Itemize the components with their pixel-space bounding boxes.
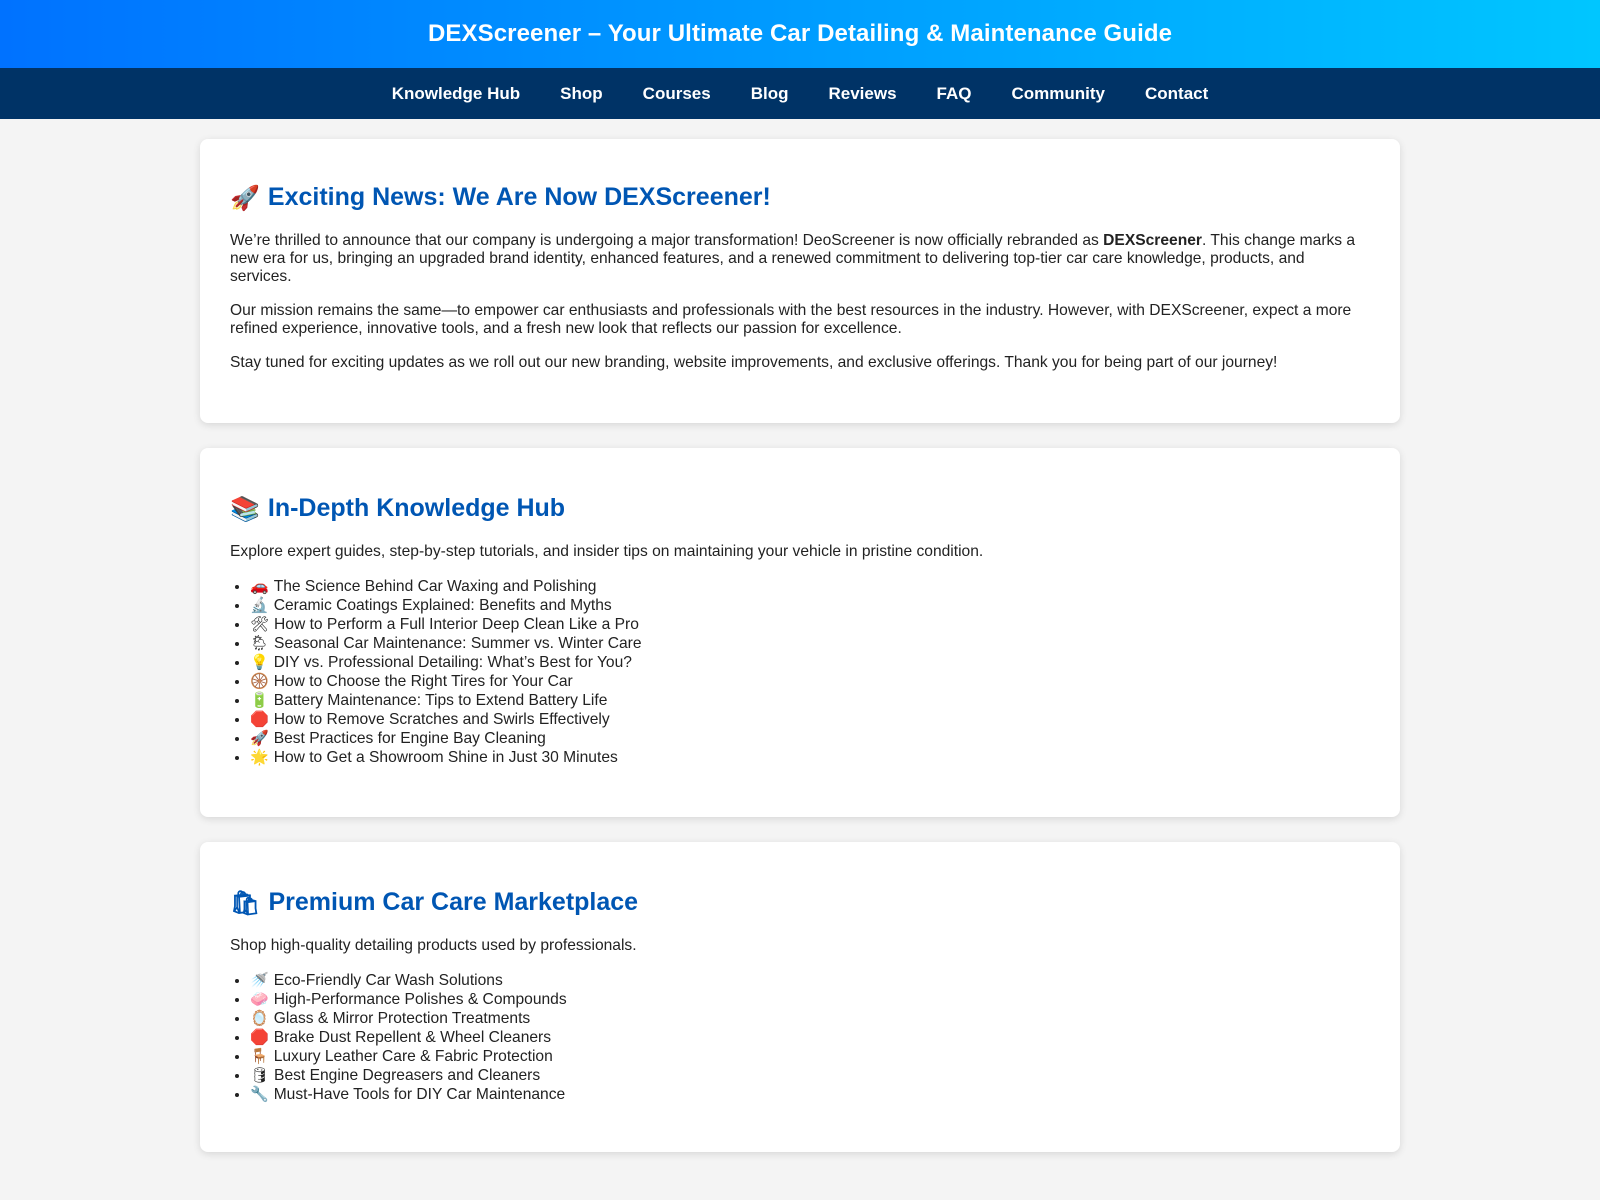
news-paragraph-3: Stay tuned for exciting updates as we roll out our new branding, website improvements, and exclusive offerings. Thank you for being part of our journey!	[230, 354, 1278, 371]
knowledge-hub-heading	[230, 494, 1370, 523]
lightbulb-icon: 💡	[250, 653, 269, 671]
news-paragraph-1	[230, 232, 1370, 286]
list-item-label[interactable]: How to Choose the Right Tires for Your Car	[273, 673, 573, 690]
list-item-label[interactable]: How to Perform a Full Interior Deep Clean Like a Pro	[274, 616, 639, 633]
microscope-icon: 🔬	[250, 596, 269, 614]
list-item-label[interactable]: Must-Have Tools for DIY Car Maintenance	[273, 1086, 566, 1103]
list-item-label[interactable]: How to Remove Scratches and Swirls Effectively	[273, 711, 610, 728]
nav-link-faq[interactable]: FAQ	[936, 83, 972, 103]
list-item-label[interactable]: Eco-Friendly Car Wash Solutions	[273, 972, 503, 989]
nav-link-courses[interactable]: Courses	[642, 83, 711, 103]
list-item[interactable]	[250, 990, 1370, 1009]
list-item-label[interactable]: Ceramic Coatings Explained: Benefits and Myths	[273, 597, 612, 614]
wrench-icon: 🔧	[250, 1085, 269, 1103]
list-item-label[interactable]: Best Engine Degreasers and Cleaners	[274, 1067, 541, 1084]
news-paragraph-1-text-end: . This change marks a new era for us, bringing an upgraded brand identity, enhanced features, and a renewed commitment to delivering top-tier car care knowledge, products, and services.	[230, 232, 1356, 285]
list-item[interactable]	[250, 1047, 1370, 1066]
mirror-icon: 🪞	[250, 1009, 269, 1027]
nav-link-contact[interactable]: Contact	[1144, 83, 1209, 103]
news-heading	[230, 183, 1370, 212]
list-item[interactable]	[250, 653, 1370, 672]
list-item[interactable]	[250, 1085, 1370, 1104]
list-item[interactable]	[250, 615, 1370, 634]
list-item[interactable]	[250, 1009, 1370, 1028]
list-item[interactable]	[250, 1066, 1370, 1085]
news-section	[200, 139, 1400, 423]
nav-link-shop[interactable]: Shop	[560, 83, 603, 103]
brand-name: DEXScreener	[1103, 232, 1202, 249]
stop-sign-icon: 🛑	[250, 710, 269, 728]
list-item-label[interactable]: Seasonal Car Maintenance: Summer vs. Winter Care	[274, 635, 642, 652]
list-item[interactable]	[250, 1028, 1370, 1047]
knowledge-hub-title: In-Depth Knowledge Hub	[267, 494, 566, 522]
news-paragraph-1-text: We’re thrilled to announce that our company is undergoing a major transformation! DeoScreener is now officially rebranded as	[230, 232, 1104, 249]
main-nav	[0, 68, 1600, 119]
site-header	[0, 0, 1600, 68]
rocket-icon: 🚀	[230, 183, 260, 212]
list-item-label[interactable]: Luxury Leather Care & Fabric Protection	[273, 1048, 553, 1065]
knowledge-hub-section	[200, 448, 1400, 817]
list-item[interactable]	[250, 672, 1370, 691]
list-item-label[interactable]: DIY vs. Professional Detailing: What’s Best for You?	[273, 654, 632, 671]
list-item[interactable]	[250, 729, 1370, 748]
list-item-label[interactable]: Glass & Mirror Protection Treatments	[273, 1010, 531, 1027]
list-item[interactable]	[250, 971, 1370, 990]
marketplace-heading	[230, 888, 1370, 917]
list-item-label[interactable]: Brake Dust Repellent & Wheel Cleaners	[273, 1029, 552, 1046]
news-title: Exciting News: We Are Now DEXScreener!	[267, 183, 771, 211]
list-item[interactable]	[250, 634, 1370, 653]
list-item[interactable]	[250, 710, 1370, 729]
car-icon: 🚗	[250, 577, 269, 595]
nav-link-blog[interactable]: Blog	[750, 83, 789, 103]
list-item[interactable]	[250, 596, 1370, 615]
list-item-label[interactable]: High-Performance Polishes & Compounds	[273, 991, 567, 1008]
list-item-label[interactable]: Battery Maintenance: Tips to Extend Battery Life	[273, 692, 608, 709]
marketplace-intro: Shop high-quality detailing products used by professionals.	[230, 937, 637, 954]
chair-icon: 🪑	[250, 1047, 269, 1065]
weather-icon: 🌦	[250, 634, 270, 652]
shower-icon: 🚿	[250, 971, 269, 989]
list-item[interactable]	[250, 748, 1370, 767]
list-item-label[interactable]: Best Practices for Engine Bay Cleaning	[273, 730, 546, 747]
marketplace-title: Premium Car Care Marketplace	[268, 888, 639, 916]
shopping-bags-icon: 🛍	[230, 888, 261, 917]
battery-icon: 🔋	[250, 691, 269, 709]
rocket-icon: 🚀	[250, 729, 269, 747]
books-icon: 📚	[230, 494, 260, 523]
list-item[interactable]	[250, 577, 1370, 596]
list-item[interactable]	[250, 691, 1370, 710]
news-paragraph-2: Our mission remains the same—to empower car enthusiasts and professionals with the best resources in the industry. However, with DEXScreener, expect a more refined experience, innovative tools, and a fresh new look that reflects our passion for excellence.	[230, 302, 1352, 337]
oil-drum-icon: 🛢	[250, 1066, 270, 1084]
site-title: DEXScreener – Your Ultimate Car Detailing & Maintenance Guide	[427, 20, 1173, 47]
soap-icon: 🧼	[250, 990, 269, 1008]
nav-link-community[interactable]: Community	[1011, 83, 1105, 103]
wheel-icon: 🛞	[250, 672, 269, 690]
list-item-label[interactable]: How to Get a Showroom Shine in Just 30 Minutes	[273, 749, 618, 766]
knowledge-hub-list	[230, 577, 1370, 767]
knowledge-hub-intro: Explore expert guides, step-by-step tutorials, and insider tips on maintaining your vehicle in pristine condition.	[230, 543, 984, 560]
main-content	[200, 139, 1400, 1152]
star-icon: 🌟	[250, 748, 269, 766]
stop-sign-icon: 🛑	[250, 1028, 269, 1046]
list-item-label[interactable]: The Science Behind Car Waxing and Polishing	[273, 578, 597, 595]
tools-icon: 🛠	[250, 615, 270, 633]
marketplace-list	[230, 971, 1370, 1104]
nav-link-knowledge-hub[interactable]: Knowledge Hub	[391, 83, 521, 103]
marketplace-section	[200, 842, 1400, 1152]
nav-link-reviews[interactable]: Reviews	[828, 83, 897, 103]
